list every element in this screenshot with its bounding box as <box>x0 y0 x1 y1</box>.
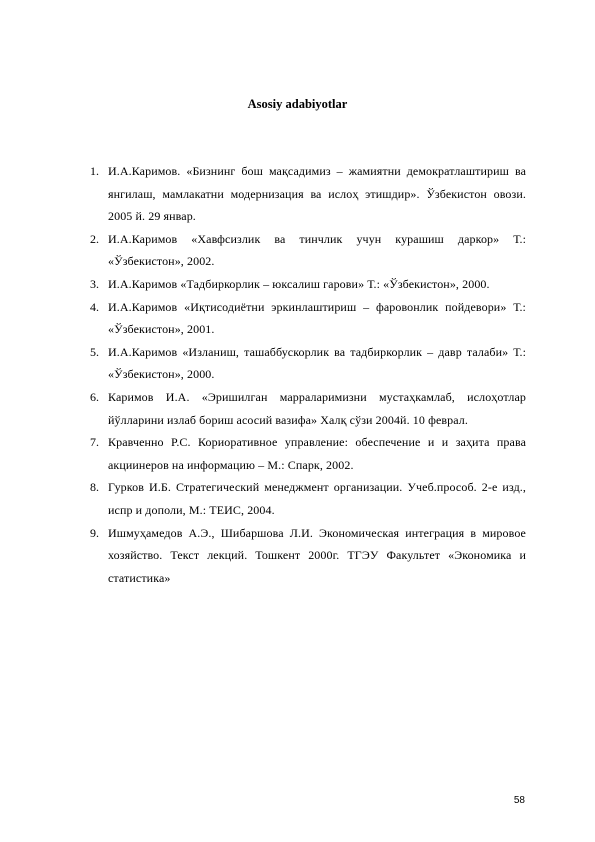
reference-text: И.А.Каримов. «Бизнинг бош мақсадимиз – жамиятни демократлаштириш ва янгилаш, мамлакатни модернизация ва ислоҳ этишдир». Ўзбекистон овози. 2005 й. 29 январ. <box>108 164 526 224</box>
reference-item-8 <box>90 476 526 521</box>
reference-item-1 <box>90 160 526 228</box>
reference-text: И.А.Каримов «Хавфсизлик ва тинчлик учун курашиш даркор» Т.: «Ўзбекистон», 2002. <box>108 231 526 269</box>
reference-item-2 <box>90 228 526 273</box>
reference-text: И.А.Каримов «Изланиш, ташаббускорлик ва тадбиркорлик – давр талаби» Т.: «Ўзбекистон», 2000. <box>108 344 526 382</box>
reference-text: Гурков И.Б. Стратегический менеджмент организации. Учеб.пpособ. 2-е изд., испр и дополи, М.: ТЕИС, 2004. <box>108 480 526 517</box>
reference-list <box>0 160 595 589</box>
reference-number: 6. <box>90 389 99 404</box>
reference-text: И.А.Каримов «Тадбиркорлик – юксалиш гарови» Т.: «Ўзбекистон», 2000. <box>108 276 490 291</box>
reference-item-3 <box>90 273 526 296</box>
page-number: 58 <box>513 795 525 806</box>
reference-text: Каримов И.А. «Эришилган марраларимизни мустаҳкамлаб, ислоҳотлар йўлларини излаб бориш асосий вазифа» Халқ сўзи 2004й. 10 феврал. <box>108 389 526 427</box>
reference-text: Кравченно Р.С. Кориоративное управление: обеспечение и и заҳита права акциинеров на информацию – М.: Спарк, 2002. <box>108 435 526 472</box>
reference-number: 1. <box>90 164 99 178</box>
reference-item-9 <box>90 522 526 590</box>
reference-text: И.А.Каримов «Иқтисодиётни эркинлаштириш – фаровонлик пойдевори» Т.: «Ўзбекистон», 2001. <box>108 299 526 337</box>
reference-number: 9. <box>90 525 99 540</box>
reference-number: 4. <box>90 299 99 314</box>
reference-item-6 <box>90 386 526 431</box>
reference-number: 3. <box>90 276 99 291</box>
reference-number: 7. <box>90 435 99 450</box>
reference-item-5 <box>90 341 526 386</box>
reference-number: 2. <box>90 231 99 246</box>
reference-number: 8. <box>90 480 99 495</box>
reference-item-7 <box>90 431 526 476</box>
page-title: Asosiy adabiyotlar <box>247 97 348 111</box>
reference-item-4 <box>90 296 526 341</box>
reference-text: Ишмуҳамедов А.Э., Шибаршова Л.И. Экономическая интеграция в мировое хозяйство. Текст лекций. Тошкент 2000г. ТГЭУ Факультет «Экономика и статистика» <box>108 525 526 585</box>
reference-number: 5. <box>90 344 99 359</box>
